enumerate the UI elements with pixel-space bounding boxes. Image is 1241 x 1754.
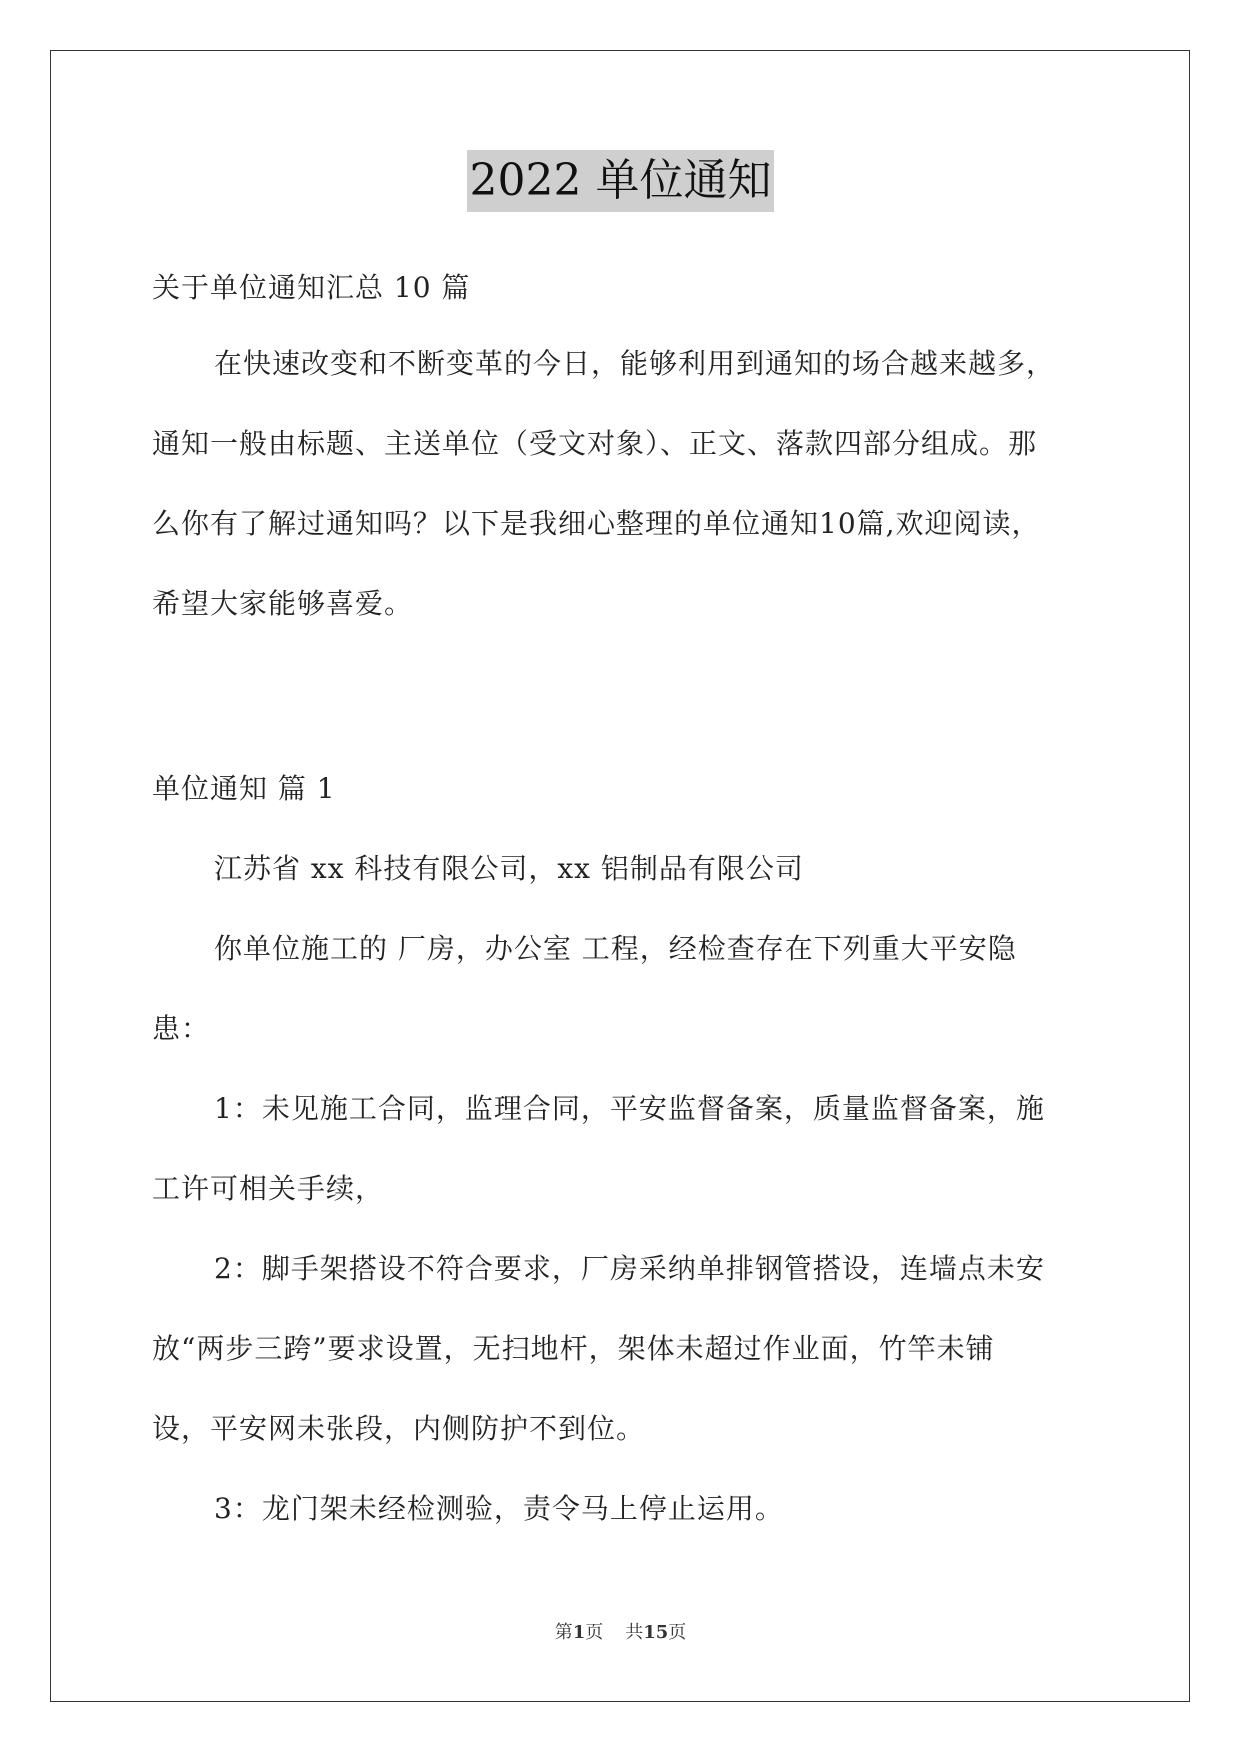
page-prefix: 第 <box>554 1622 573 1643</box>
page-suffix: 页 <box>585 1622 604 1643</box>
intro-line: 希望大家能够喜爱。 <box>152 587 414 620</box>
body-line: 设，平安网未张段，内侧防护不到位。 <box>152 1412 646 1445</box>
title-container <box>0 150 1241 212</box>
document-subtitle: 关于单位通知汇总 10 篇 <box>152 271 471 304</box>
section-heading: 单位通知 篇 1 <box>152 772 336 805</box>
document-title: 2022 单位通知 <box>467 150 775 212</box>
total-suffix: 页 <box>668 1622 687 1643</box>
intro-line: 通知一般由标题、主送单位（受文对象）、正文、落款四部分组成。那 <box>152 427 1038 460</box>
recipient-line: 江苏省 xx 科技有限公司，xx 铝制品有限公司 <box>214 852 804 885</box>
intro-line: 在快速改变和不断变革的今日，能够利用到通知的场合越来越多， <box>214 347 1056 380</box>
body-line: 1：未见施工合同，监理合同，平安监督备案，质量监督备案，施 <box>214 1092 1045 1125</box>
body-line: 工许可相关手续， <box>152 1172 385 1205</box>
page-footer <box>0 1618 1241 1644</box>
body-line: 放“两步三跨”要求设置，无扫地杆，架体未超过作业面，竹竿未铺 <box>152 1332 995 1365</box>
page-total: 15 <box>643 1622 669 1643</box>
document-body <box>152 252 1092 1549</box>
intro-line: 么你有了解过通知吗？以下是我细心整理的单位通知10篇,欢迎阅读， <box>152 507 1041 540</box>
total-prefix: 共 <box>625 1622 644 1643</box>
body-line: 2：脚手架搭设不符合要求，厂房采纳单排钢管搭设，连墙点未安 <box>214 1252 1045 1285</box>
body-line: 你单位施工的 厂房，办公室 工程，经检查存在下列重大平安隐 <box>214 932 1017 965</box>
body-line: 患： <box>152 1012 211 1045</box>
section-spacer <box>152 644 1092 749</box>
body-line: 3：龙门架未经检测验，责令马上停止运用。 <box>214 1492 784 1525</box>
page-current: 1 <box>572 1622 586 1643</box>
